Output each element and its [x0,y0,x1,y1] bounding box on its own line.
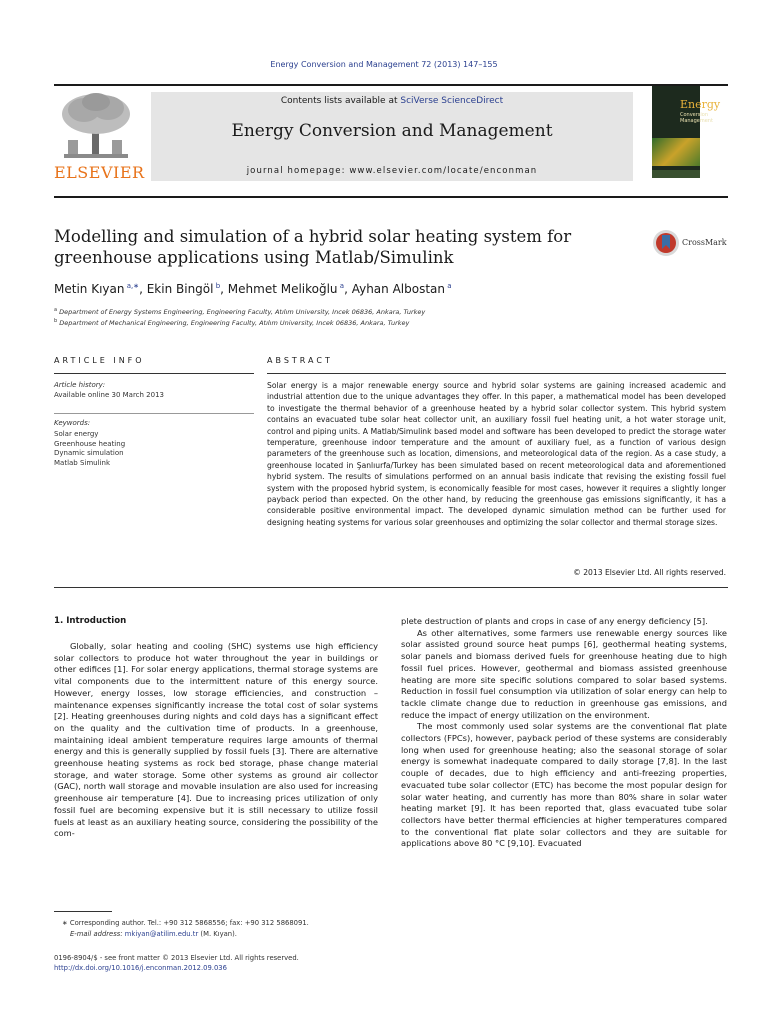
keyword-list [54,430,125,468]
abstract-bottom-rule [54,587,728,588]
intro-paragraph: As other alternatives, some farmers use renewable energy sources like solar assisted ground source heat pumps [6], geothermal heating systems, solar panels and biomass derived fuels for greenhouse heating due to high fossil fuel prices. However, geothermal and biomass assisted greenhouse heating are more site specific solutions compared to solar based systems. Reduction in fossil fuel consumption via utilization of solar energy can help to tackle climate change due to reduction in greenhouse gas emissions, and reduce the impact of energy utilization on the environment. [401,627,727,720]
header-top-rule [54,84,728,86]
journal-banner [151,92,633,181]
author-name: Metin Kıyan [54,282,125,296]
article-info-rule [54,373,254,374]
section-heading-introduction: 1. Introduction [54,616,127,626]
cover-art [652,138,700,166]
article-history-label: Article history: [54,381,106,389]
abstract-copyright: © 2013 Elsevier Ltd. All rights reserved. [573,568,726,577]
author-affiliation-mark[interactable]: b [213,282,221,290]
article-history-value: Available online 30 March 2013 [54,391,164,399]
intro-paragraph: plete destruction of plants and crops in case of any energy deficiency [5]. [401,616,708,626]
abstract-rule [267,373,726,374]
crossmark-badge[interactable] [652,229,732,259]
journal-cover-image [652,86,721,178]
elsevier-tree-icon [54,90,138,164]
contents-line [151,96,633,106]
elsevier-logo [54,90,145,182]
keyword: Matlab Simulink [54,458,110,467]
sciencedirect-link[interactable]: SciVerse ScienceDirect [400,96,504,106]
left-column [54,641,378,840]
author-affiliation-mark[interactable]: a [337,282,345,290]
author-list: Metin Kıyan $^{a,∗}$, Ekin Bingöl $^b$, Mehmet Melikoğlu $^a$, Ayhan Albostan $^a$ [54,282,452,296]
email-note: E-mail address: mkiyan@atilim.edu.tr (M. Kıyan). [70,930,237,938]
right-column [401,616,727,850]
author-affiliation-mark[interactable]: a [445,282,452,290]
intro-paragraph: The most commonly used solar systems are the conventional flat plate collectors (FPCs), however, payback period of these systems are considerably long when used for greenhouse heating; also the seasonal storage of solar energy is somewhat inadequate compared to daily storage [7,8]. In the last couple of decades, due to high efficiency and anti-freezing properties, evacuated tube solar collector (ETC) has become the most popular design for solar water heating, and currently has more than 80% share in solar water heating market [9]. It has been reported that, glass evacuated tube solar collectors have better thermal efficiencies at higher temperatures compared to the conventional flat plate solar collectors and they are suitable for applications above 80 °C [9,10]. Evacuated [401,721,727,849]
crossmark-icon [652,229,680,257]
intro-paragraph: Globally, solar heating and cooling (SHC) systems use high efficiency solar collectors to produce hot water throughout the year in buildings or other edifices [1]. For solar energy applications, thermal storage systems are vital components due to the intermittent nature of this energy source. However, energy losses, low storage efficiencies, and construction – maintenance expenses significantly increase the total cost of solar systems [2]. Heating greenhouses during nights and cold days has a significant effect on the quality and the cultivation time of products. In a greenhouse, maintaining ideal ambient temperature requires large amounts of thermal energy and this is generally supplied by fossil fuels [3]. There are alternative greenhouse heating systems as rock bed storage, phase change material storage, and water storage. Some other systems as ground air collector (GAC), north wall storage and movable insulation are also used for increasing greenhouse air temperature [4]. Due to increasing prices utilization of only fossil fuel are becoming expensive but it is still necessary to utilize fossil fuels at least as an auxiliary heating source, considering the possibility of the com- [54,641,378,839]
cover-title: Energy [680,98,721,111]
article-title: Modelling and simulation of a hybrid solar heating system for greenhouse applications using Matlab/Simulink [54,227,572,267]
journal-reference[interactable]: Energy Conversion and Management 72 (2013) 147–155 [270,60,498,69]
journal-title: Energy Conversion and Management [231,121,553,141]
issn-line: 0196-8904/$ - see front matter © 2013 Elsevier Ltd. All rights reserved. [54,954,299,962]
affiliation-a: $^a$ Department of Energy Systems Engineering, Engineering Faculty, Atılım University, Incek 06836, Ankara, Turkey [54,307,426,317]
publisher-name: ELSEVIER [54,163,145,182]
affiliation-b: $^b$ Department of Mechanical Engineering, Engineering Faculty, Atılım University, Incek 06836, Ankara, Turkey [54,318,410,328]
author-name: Ayhan Albostan [351,282,445,296]
author-affiliation-mark[interactable]: a,∗ [124,282,140,290]
info-divider [54,413,254,414]
keywords-label: Keywords: [54,419,91,427]
footnote-rule [54,911,112,912]
corresponding-author-note: ∗ Corresponding author. Tel.: +90 312 5868556; fax: +90 312 5868091. [62,919,309,927]
doi-link[interactable]: http://dx.doi.org/10.1016/j.enconman.2012.09.036 [54,964,227,972]
keyword: Greenhouse heating [54,439,126,448]
crossmark-label: CrossMark [682,238,727,247]
article-info-heading: ARTICLE INFO [54,356,145,365]
cover-subtitle: Conversion Management [680,112,713,124]
author-name: Ekin Bingöl [146,282,214,296]
header-bottom-rule [54,196,728,198]
keyword: Solar energy [54,430,99,438]
cover-footer [652,170,700,178]
journal-homepage[interactable]: journal homepage: www.elsevier.com/locate/enconman [246,166,538,176]
contents-prefix: Contents lists available at [280,96,398,106]
keyword: Dynamic simulation [54,449,124,457]
abstract-text: Solar energy is a major renewable energy source and hybrid solar systems are gaining increased academic and industrial attention due to the unique advantages they offer. In this paper, a mathematical model has been developed to investigate the thermal behavior of a greenhouse heated by a hybrid solar collector system. This hybrid system contains an evacuated tube solar heat collector unit, an auxiliary fossil fuel heating unit, a hot water storage unit, control and piping units. A Matlab/Simulink based model and software has been developed to predict the storage water temperature, greenhouse indoor temperature and the amount of auxiliary fuel, as a function of various design parameters of the greenhouse such as location, dimensions, and meteorological data of the region. As a case study, a greenhouse located in Şanlıurfa/Turkey has been simulated based on recent meteorological data and aforementioned hybrid system. The results of simulations performed on an annual basis indicate that revising the existing fossil fuel system with the proposed hybrid system, is economically feasible for most cases, however it requires a slightly longer payback period than expected. On the other hand, by reducing the greenhouse gas emissions significantly, it has a considerable positive environmental impact. The developed dynamic simulation method can be further used for designing heating systems for various solar greenhouses and optimizing the solar collector and thermal storage sizes. [267,381,726,527]
author-email-link[interactable]: mkiyan@atilim.edu.tr [124,930,199,938]
author-name: Mehmet Melikoğlu [227,282,338,296]
abstract-heading: ABSTRACT [267,356,333,365]
